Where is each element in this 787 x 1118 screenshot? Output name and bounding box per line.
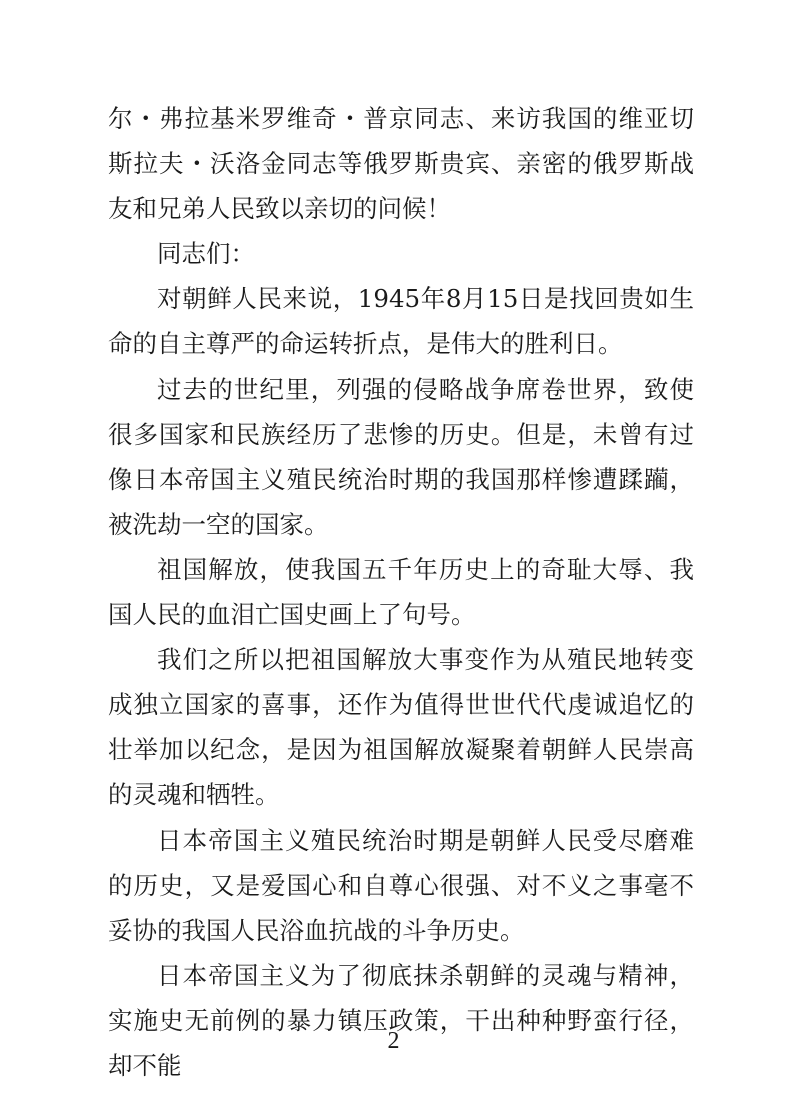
body-text: [108, 96, 694, 1088]
paragraph: 日本帝国主义殖民统治时期是朝鲜人民受尽磨难的历史，又是爱国心和自尊心很强、对不义之事毫不妥协的我国人民浴血抗战的斗争历史。: [108, 825, 694, 945]
paragraph-salutation: 同志们：: [157, 239, 255, 269]
paragraph-continued: 尔・弗拉基米罗维奇・普京同志、来访我国的维亚切斯拉夫・沃洛金同志等俄罗斯贵宾、亲密的俄罗斯战友和兄弟人民致以亲切的问候！: [108, 104, 694, 224]
paragraph: 对朝鲜人民来说，1945年8月15日是找回贵如生命的自主尊严的命运转折点，是伟大的胜利日。: [108, 284, 694, 359]
paragraph: 过去的世纪里，列强的侵略战争席卷世界，致使很多国家和民族经历了悲惨的历史。但是，未曾有过像日本帝国主义殖民统治时期的我国那样惨遭蹂躏，被洗劫一空的国家。: [108, 374, 694, 539]
paragraph: 我们之所以把祖国解放大事变作为从殖民地转变成独立国家的喜事，还作为值得世世代代虔诚追忆的壮举加以纪念，是因为祖国解放凝聚着朝鲜人民崇高的灵魂和牺牲。: [108, 645, 694, 810]
paragraph: 祖国解放，使我国五千年历史上的奇耻大辱、我国人民的血泪亡国史画上了句号。: [108, 554, 694, 630]
paragraph: 日本帝国主义为了彻底抹杀朝鲜的灵魂与精神，实施史无前例的暴力镇压政策，干出种种野蛮行径，却不能: [108, 960, 694, 1080]
page-number: 2: [387, 1028, 400, 1054]
